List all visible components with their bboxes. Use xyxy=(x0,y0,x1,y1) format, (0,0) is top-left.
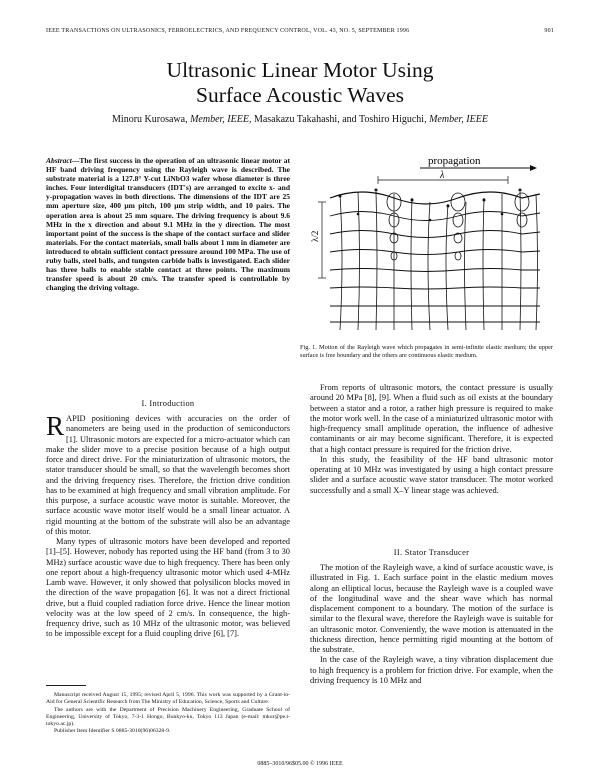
particle-dot xyxy=(411,199,414,202)
paper-title xyxy=(0,58,600,108)
vertical-line xyxy=(446,204,448,330)
author-1: Minoru Kurosawa, xyxy=(112,114,188,125)
intro-paragraph-1 xyxy=(46,411,290,537)
vertical-line xyxy=(465,202,467,330)
particle-dot xyxy=(429,219,432,222)
figure-1 xyxy=(300,150,553,340)
particle-dot xyxy=(519,189,522,192)
ellipse-locus xyxy=(451,193,465,211)
right-column-bottom xyxy=(310,563,553,686)
section-1-heading: I. Introduction xyxy=(141,399,195,408)
particle-dot xyxy=(501,213,504,216)
right-paragraph-3: The motion of the Rayleigh wave, a kind of surface acoustic wave, is illustrated in Fig. 1. Each surface point in the elastic medium moves along an elliptical locus, because the Rayleigh wave is a coupled wave of the longitudinal wave and the shear wave which has normal displacement component to a boundary. The motion of the surface is similar to the flexural wave, therefore the Rayleigh wave is suitable for an ultrasonic motor. Conveniently, the wave motion is attenuated in the thickness direction, hence permitting rigid mounting at the bottom of the substrate. xyxy=(310,563,553,654)
rayleigh-wave-diagram xyxy=(300,150,553,340)
particle-dot xyxy=(375,189,378,192)
vertical-line xyxy=(340,194,342,330)
propagation-label: propagation xyxy=(428,155,481,167)
section-2-heading: II. Stator Transducer xyxy=(393,548,470,557)
particle-dot xyxy=(339,195,342,198)
depth-line-3 xyxy=(330,250,540,255)
author-1-role: Member, IEEE, xyxy=(190,114,252,125)
vertical-line xyxy=(411,198,412,330)
depth-line-4 xyxy=(330,269,540,272)
vertical-line xyxy=(483,198,484,330)
intro-paragraph-1-text: APID positioning devices with accuracies on the order of nanometers are being used in the production of semiconductors [1]. Ultrasonic motors are expected for a micro-actuator which can make the slider move to a precise position because of a high output force and direct drive. For the miniaturization of ultrasonic motors, the stator transducer should be small, so that the wavelength becomes short and the driving frequency rises. Therefore, the friction drive condition has to be examined at high frequency and small vibration amplitude. For this purpose, a surface acoustic wave motor is suitable. Moreover, the surface acoustic wave motor itself would be a small linear actuator. A rigid mounting at the bottom of the substrate will also be an advantage of this motor. xyxy=(46,414,290,536)
figure-1-caption: Fig. 1. Motion of the Rayleigh wave which propagates in semi-infinite elastic medium; the upper surface is free boundary and the others are continuous elastic medium. xyxy=(300,344,553,359)
ellipse-locus xyxy=(453,213,463,227)
author-2-role: Member, IEEE xyxy=(429,114,488,125)
right-paragraph-1: From reports of ultrasonic motors, the contact pressure is usually around 20 MPa [8], [9]. When a fluid such as oil exists at the boundary between a stator and a rotor, a rather high pressure is required to make the motor work well. In the case of a miniaturized ultrasonic motor with high-frequency small amplitude operation, the influence of adhesive contaminants or air may become significant. Therefore, it is expected that a high contact pressure is required for the friction drive. xyxy=(310,383,553,454)
page-number: 901 xyxy=(544,28,554,34)
title-line-2: Surface Acoustic Waves xyxy=(195,83,405,107)
abstract-label: Abstract— xyxy=(46,156,80,165)
particle-dot xyxy=(447,205,450,208)
particle-dot xyxy=(357,213,360,216)
right-paragraph-4: In the case of the Rayleigh wave, a tiny vibration displacement due to high frequency is a problem for friction drive. For example, when the driving frequency is 10 MHz and xyxy=(310,655,553,685)
abstract-text: The first success in the operation of an ultrasonic linear motor at HF band driving frequency using the Rayleigh wave is described. The substrate material is a 127.8° Y-cut LiNbO3 wafer whose diameter is three inches. Four interdigital transducers (IDT's) are arranged to excite x- and y-propagation waves in both directions. The dimensions of the IDT are 25 mm aperture size, 400 μm pitch, 100 μm strip width, and 10 pairs. The operation area is about 25 mm square. The driving frequency is about 9.6 MHz in the x direction and about 9.1 MHz in the y direction. The most important point of the success is the shape of the contact surface and slider materials. For the contact materials, small balls about 1 mm in diameter are introduced to obtain sufficient contact pressure around 100 MPa. The use of ruby balls, steel balls, and tungsten carbide balls is investigated. Each slider has three balls to enable stable contact at three points. The maximum transfer speed is about 20 cm/s. The transfer speed is controllable by changing the driving voltage. xyxy=(46,156,290,293)
depth-line-5 xyxy=(330,287,540,289)
ellipse-locus xyxy=(517,213,527,227)
half-wavelength-label: λ/2 xyxy=(310,230,320,242)
vertical-line xyxy=(536,194,538,330)
drop-cap: R xyxy=(46,411,65,441)
abstract xyxy=(46,156,290,292)
ellipse-locus xyxy=(454,233,462,243)
footnote-pii: Publisher Item Identifier S 0885-3010(96)06328-9. xyxy=(54,728,171,735)
author-line xyxy=(0,114,600,125)
depth-line-1 xyxy=(330,212,540,221)
particle-dot xyxy=(483,199,486,202)
right-paragraph-2: In this study, the feasibility of the HF band ultrasonic motor operating at 10 MHz was investigated by using a high contact pressure slider and a surface acoustic wave stator transducer. The motor worked successfully and a small X–Y linear stage was achieved. xyxy=(310,454,553,495)
vertical-line xyxy=(376,192,377,330)
propagation-arrowhead xyxy=(530,165,537,171)
vertical-line xyxy=(358,192,360,330)
title-line-1: Ultrasonic Linear Motor Using xyxy=(166,58,434,82)
journal-header: IEEE TRANSACTIONS ON ULTRASONICS, FERROELECTRICS, AND FREQUENCY CONTROL, VOL. 43, NO. 5, SEPTEMBER 1996 xyxy=(46,28,410,34)
footnote-affiliation: The authors are with the Department of Precision Machinery Engineering, Graduate School of Engineering, University of Tokyo, 7-3-1 Hongo, Bunkyo-ku, Tokyo 113 Japan (e-mail: mkur@pe.t-tokyo.ac.jp). xyxy=(46,706,290,728)
right-column-top xyxy=(310,383,553,496)
ellipse-locus xyxy=(455,252,461,260)
footnote xyxy=(46,692,290,736)
copyright-line: 0885–3010/96$05.00 © 1996 IEEE xyxy=(257,761,343,767)
vertical-line xyxy=(520,192,521,330)
depth-line-2 xyxy=(330,231,540,238)
wavelength-label: λ xyxy=(440,170,445,181)
footnote-manuscript: Manuscript received August 15, 1995; revised April 5, 1996. This work was supported by a Grant-in-Aid for General Scientific Research from The Ministry of Education, Science, Sports and Culture. xyxy=(46,692,290,706)
footnote-rule xyxy=(46,685,86,686)
ellipse-locus xyxy=(515,193,529,211)
left-column-body xyxy=(46,411,290,640)
intro-paragraph-2: Many types of ultrasonic motors have been developed and reported [1]–[5]. However, nobody has reported using the HF band (from 3 to 30 MHz) surface acoustic wave due to high frequency. There has been only one report about a high-frequency ultrasonic motor which used 4-MHz Lamb wave. However, it only showed that polysilicon blocks moved in the direction of the wave propagation [6]. It was not a direct frictional drive, but a fluid coupled radiation force drive. Hence the linear motion velocity was at the low speed of 2 cm/s. In consequence, the high-frequency drive, such as 10 MHz of the ultrasonic motor, was believed to be impossible except for a fluid coupling drive [6], [7]. xyxy=(46,537,290,639)
author-2-3: Masakazu Takahashi, and Toshiro Higuchi, xyxy=(253,114,427,125)
surface-wave-line xyxy=(330,192,540,204)
